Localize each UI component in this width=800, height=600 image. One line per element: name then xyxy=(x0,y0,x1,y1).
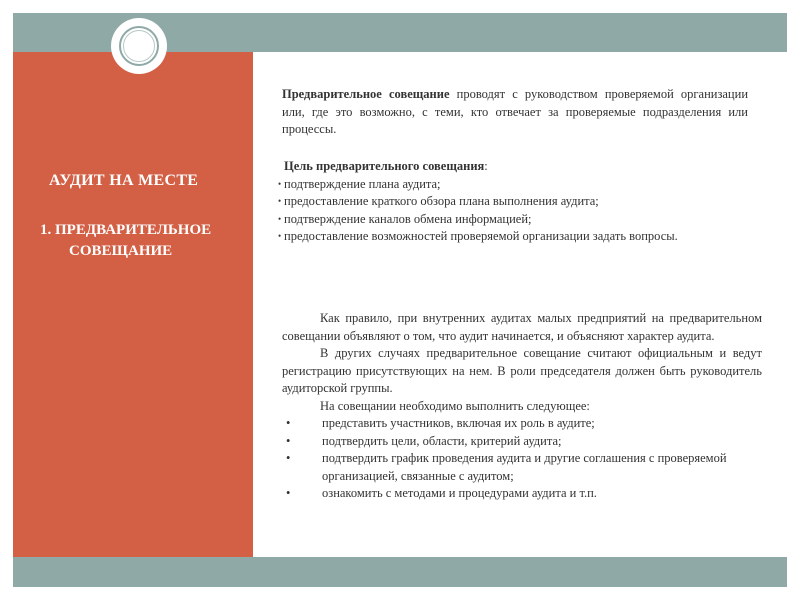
emblem-inner-ring xyxy=(123,30,155,62)
intro-rest: проводят с руководством проверяемой организации или, где это возможно, с теми, кто отвечает за проверяемые подразделения или процессы. xyxy=(282,87,749,136)
details-item: • представить участников, включая их роль в аудите; xyxy=(282,415,762,433)
goals-heading: Цель предварительного совещания xyxy=(284,159,485,173)
section-subtitle xyxy=(40,220,255,262)
subtitle-line-1: 1. ПРЕДВАРИТЕЛЬНОЕ xyxy=(40,222,212,238)
details-paragraph-1: Как правило, при внутренних аудитах малых предприятий на предварительном совещании объявляют о том, что аудит начинается, и объясняют характер аудита. xyxy=(282,311,762,343)
goals-block xyxy=(278,158,748,246)
circle-emblem-icon xyxy=(111,18,167,74)
details-list xyxy=(282,415,762,503)
details-paragraph-3: На совещании необходимо выполнить следующее: xyxy=(320,398,590,413)
details-item: • ознакомить с методами и процедурами аудита и т.п. xyxy=(282,485,762,503)
goal-item: • предоставление краткого обзора плана выполнения аудита; xyxy=(278,193,748,211)
section-title: АУДИТ НА МЕСТЕ xyxy=(49,172,199,189)
details-item: • подтвердить цели, области, критерий аудита; xyxy=(282,433,762,451)
goals-heading-line: Цель предварительного совещания: xyxy=(284,159,488,173)
details-item: • подтвердить график проведения аудита и другие соглашения с проверяемой организацией, связанные с аудитом; xyxy=(282,450,762,485)
details-block xyxy=(282,310,762,503)
goal-item: • подтверждение каналов обмена информацией; xyxy=(278,211,748,229)
bottom-footer-bar xyxy=(13,557,787,587)
goals-list xyxy=(278,176,748,246)
left-title-panel xyxy=(13,52,253,587)
intro-lead: Предварительное совещание xyxy=(282,87,450,101)
subtitle-line-2: СОВЕЩАНИЕ xyxy=(69,243,173,259)
goal-item: • предоставление возможностей проверяемой организации задать вопросы. xyxy=(278,228,748,246)
intro-block xyxy=(282,86,748,139)
goal-item: • подтверждение плана аудита; xyxy=(278,176,748,194)
intro-paragraph xyxy=(282,86,748,139)
details-paragraph-2: В других случаях предварительное совещание считают официальным и ведут регистрацию присутствующих на нем. В роли председателя должен быть руководитель аудиторской группы. xyxy=(282,346,762,395)
